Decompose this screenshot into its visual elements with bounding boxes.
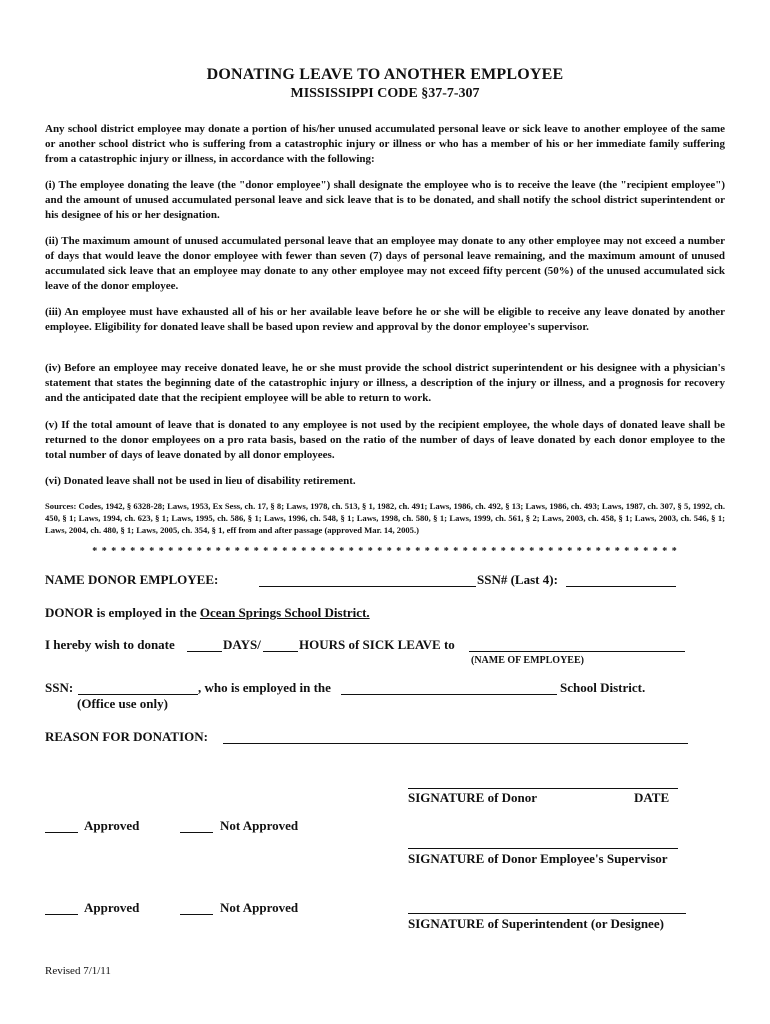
supervisor-not-approved-label: Not Approved bbox=[220, 818, 299, 833]
separator-stars: * * * * * * * * * * * * * * * * * * * * * * * * * * * * * * * * * * * * * * * * * * * * * * * * * * * * * * * * * * * * * * bbox=[92, 546, 678, 557]
superintendent-signature-label: SIGNATURE of Superintendent (or Designee) bbox=[408, 916, 664, 931]
supervisor-approved-field[interactable] bbox=[45, 832, 78, 833]
donor-employed-prefix: DONOR is employed in the bbox=[45, 605, 197, 620]
revised-date: Revised 7/1/11 bbox=[45, 965, 111, 977]
supervisor-signature-line[interactable] bbox=[408, 848, 678, 849]
district-name: Ocean Springs School District. bbox=[199, 605, 370, 620]
document-subtitle: MISSISSIPPI CODE §37-7-307 bbox=[290, 86, 480, 101]
days-label: DAYS/ bbox=[223, 637, 261, 652]
date-label: DATE bbox=[634, 790, 670, 805]
days-field[interactable] bbox=[187, 651, 222, 652]
paragraph-ii: (ii) The maximum amount of unused accumulated personal leave that an employee may donate to any other employee may not exceed a number of days that would leave the donor employee with fewer than seven (7) days of personal leave remaining, and the maximum amount of unused accumulated sick leave that an employee may donate to any other employee may not exceed fifty percent (50%) of the unused accumulated sick leave of the donor employee. bbox=[45, 235, 725, 292]
superintendent-not-approved-label: Not Approved bbox=[220, 900, 299, 915]
recipient-name-field[interactable] bbox=[469, 651, 685, 652]
superintendent-signature-line[interactable] bbox=[408, 913, 686, 914]
paragraph-iv: (iv) Before an employee may receive donated leave, he or she must provide the school district superintendent or his designee with a physician's statement that states the beginning date of the catastrophic injury or illness, a description of the injury or illness, and a prognosis for recovery and the anticipated date that the recipient employee will be able to return to work. bbox=[45, 362, 725, 404]
paragraph-iii: (iii) An employee must have exhausted all of his or her available leave before he or she will be eligible to receive any leave donated by another employee. Eligibility for donated leave shall be based upon review and approval by the donor employee's supervisor. bbox=[45, 306, 725, 333]
hours-field[interactable] bbox=[263, 651, 298, 652]
employed-in-label: , who is employed in the bbox=[198, 680, 331, 695]
supervisor-not-approved-field[interactable] bbox=[180, 832, 213, 833]
hours-label: HOURS of SICK LEAVE to bbox=[299, 637, 455, 652]
office-use-label: (Office use only) bbox=[77, 696, 168, 711]
donor-name-label: NAME DONOR EMPLOYEE: bbox=[45, 572, 219, 587]
superintendent-not-approved-field[interactable] bbox=[180, 914, 213, 915]
document-title: DONATING LEAVE TO ANOTHER EMPLOYEE bbox=[206, 66, 564, 83]
superintendent-approved-field[interactable] bbox=[45, 914, 78, 915]
donor-signature-label: SIGNATURE of Donor bbox=[408, 790, 538, 805]
donor-signature-line[interactable] bbox=[408, 788, 678, 789]
recipient-ssn-field[interactable] bbox=[78, 694, 198, 695]
ssn-last4-field[interactable] bbox=[566, 586, 676, 587]
donor-employed-line bbox=[45, 605, 370, 621]
reason-label: REASON FOR DONATION: bbox=[45, 729, 208, 744]
superintendent-approved-label: Approved bbox=[84, 900, 140, 915]
supervisor-approved-label: Approved bbox=[84, 818, 140, 833]
school-district-label: School District. bbox=[560, 680, 646, 695]
donor-name-field[interactable] bbox=[259, 586, 476, 587]
recipient-district-field[interactable] bbox=[341, 694, 557, 695]
paragraph-v: (v) If the total amount of leave that is donated to any employee is not used by the recipient employee, the whole days of donated leave shall be returned to the donor employees on a pro rata basis, based on the ratio of the number of days of leave donated by each donor employee to the total number of days of leave donated by all donor employees. bbox=[45, 419, 725, 461]
supervisor-signature-label: SIGNATURE of Donor Employee's Supervisor bbox=[408, 851, 668, 866]
name-of-employee-caption: (NAME OF EMPLOYEE) bbox=[471, 655, 584, 666]
paragraph-vi: (vi) Donated leave shall not be used in lieu of disability retirement. bbox=[45, 475, 356, 487]
donate-prefix: I hereby wish to donate bbox=[45, 637, 175, 652]
sources-citation: Sources: Codes, 1942, § 6328-28; Laws, 1953, Ex Sess, ch. 17, § 8; Laws, 1978, ch. 513, § 1, 1982, ch. 491; Laws, 1986, ch. 492, § 13; Laws, 1986, ch. 493; Laws, 1987, ch. 307, § 5, 1992, ch. 450, § 1; Laws, 1994, ch. 623, § 1; Laws, 1995, ch. 586, § 1; Laws, 1996, ch. 548, § 1; Laws, 1998, ch. 580, § 1; Laws, 1999, ch. 561, § 2; Laws, 2003, ch. 458, § 1; Laws, 2003, ch. 546, § 1; Laws, 2004, ch. 480, § 1; Laws, 2005, ch. 354, § 1, eff from and after passage (approved Mar. 14, 2005.) bbox=[45, 501, 725, 535]
paragraph-i: (i) The employee donating the leave (the "donor employee") shall designate the employee who is to receive the leave (the "recipient employee") and the amount of unused accumulated personal leave and sick leave that is to be donated, and shall notify the school district superintendent or his designee of his or her designation. bbox=[45, 179, 725, 221]
intro-paragraph: Any school district employee may donate a portion of his/her unused accumulated personal leave or sick leave to another employee of the same or another school district who is suffering from a catastrophic injury or illness or who has a member of his or her immediate family suffering from a catastrophic injury or illness, in accordance with the following: bbox=[45, 123, 725, 165]
ssn-last4-label: SSN# (Last 4): bbox=[477, 572, 558, 587]
reason-field[interactable] bbox=[223, 743, 688, 744]
ssn-label: SSN: bbox=[45, 680, 74, 695]
